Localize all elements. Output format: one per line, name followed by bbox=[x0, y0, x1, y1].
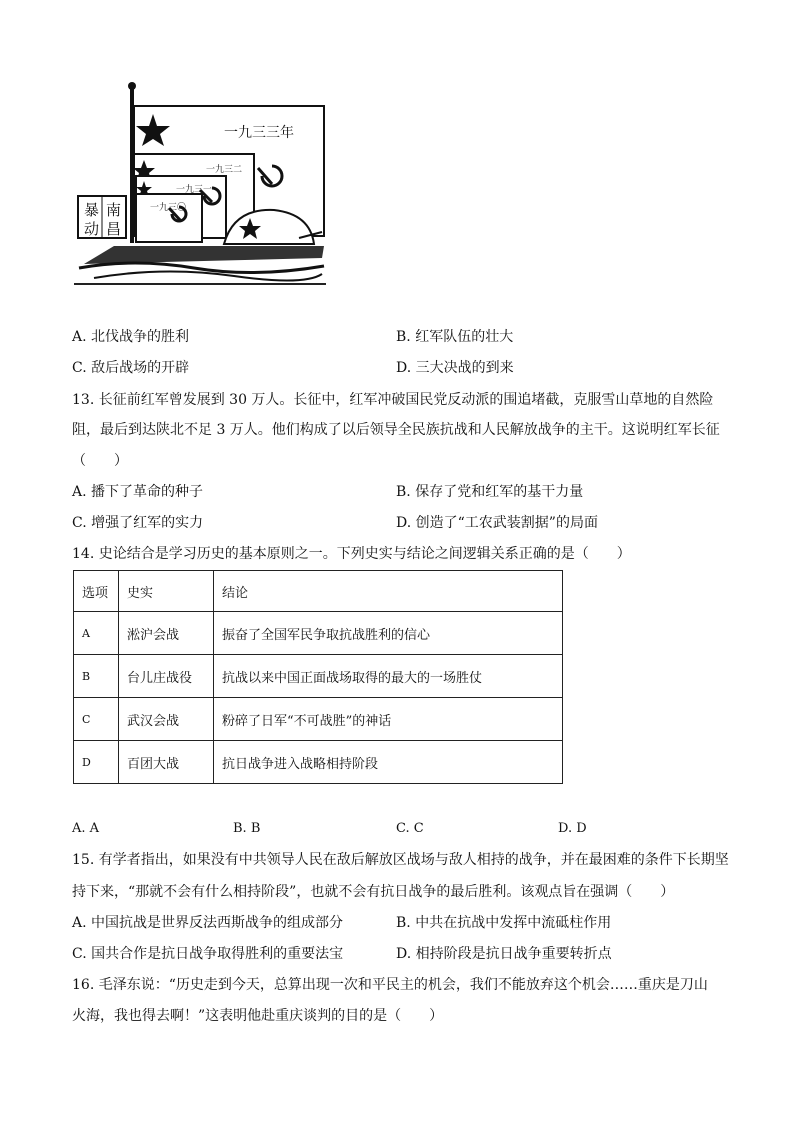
q12-option-b[interactable]: B. 红军队伍的壮大 bbox=[396, 329, 514, 345]
red-army-flags-illustration bbox=[74, 68, 326, 286]
table-cell-conclusion: 振奋了全国军民争取抗战胜利的信心 bbox=[214, 612, 563, 655]
q14-stem: 14. 史论结合是学习历史的基本原则之一。下列史实与结论之间逻辑关系正确的是（ ） bbox=[72, 546, 631, 562]
label-bao: 暴 bbox=[84, 201, 100, 219]
q12-option-c[interactable]: C. 敌后战场的开辟 bbox=[72, 360, 190, 376]
q13-option-d[interactable]: D. 创造了“工农武装割据”的局面 bbox=[396, 515, 598, 531]
q12-option-d[interactable]: D. 三大决战的到来 bbox=[396, 360, 514, 376]
table-cell-conclusion: 粉碎了日军“不可战胜”的神话 bbox=[214, 698, 563, 741]
q14-option-b[interactable]: B. B bbox=[233, 821, 261, 836]
q13-option-b[interactable]: B. 保存了党和红军的基干力量 bbox=[396, 484, 584, 500]
label-dong: 动 bbox=[84, 220, 100, 238]
q13-option-c[interactable]: C. 增强了红军的实力 bbox=[72, 515, 204, 531]
q13-stem-line-1: 13. 长征前红军曾发展到 30 万人。长征中，红军冲破国民党反动派的围追堵截，克服雪山草地的自然险 bbox=[72, 392, 714, 408]
q13-stem-line-2: 阻，最后到达陕北不足 3 万人。他们构成了以后领导全民族抗战和人民解放战争的主干。这说明红军长征 bbox=[72, 422, 720, 438]
table-cell-option: B bbox=[74, 655, 119, 698]
q14-option-a[interactable]: A. A bbox=[72, 821, 100, 836]
label-nan: 南 bbox=[106, 201, 122, 219]
table-cell-option: A bbox=[74, 612, 119, 655]
table-row bbox=[74, 698, 563, 741]
table-row bbox=[74, 655, 563, 698]
table-cell-option: D bbox=[74, 741, 119, 784]
table-header-option: 选项 bbox=[74, 571, 119, 612]
q16-stem-line-1: 16. 毛泽东说：“历史走到今天，总算出现一次和平民主的机会，我们不能放弃这个机会……重庆是刀山 bbox=[72, 977, 708, 993]
q14-option-c[interactable]: C. C bbox=[396, 821, 424, 836]
table-header-row bbox=[74, 571, 563, 612]
q14-table bbox=[73, 570, 563, 784]
q15-option-d[interactable]: D. 相持阶段是抗日战争重要转折点 bbox=[396, 946, 612, 962]
table-cell-option: C bbox=[74, 698, 119, 741]
q13-answer-blank: （ ） bbox=[72, 453, 128, 469]
table-cell-fact: 台儿庄战役 bbox=[119, 655, 214, 698]
table-cell-fact: 武汉会战 bbox=[119, 698, 214, 741]
table-row bbox=[74, 612, 563, 655]
q15-option-b[interactable]: B. 中共在抗战中发挥中流砥柱作用 bbox=[396, 915, 612, 931]
q15-option-c[interactable]: C. 国共合作是抗日战争取得胜利的重要法宝 bbox=[72, 946, 344, 962]
q12-option-a[interactable]: A. 北伐战争的胜利 bbox=[72, 329, 190, 345]
year-1931-label: 一九三一 bbox=[176, 185, 213, 195]
q14-option-d[interactable]: D. D bbox=[558, 821, 587, 836]
table-header-conclusion: 结论 bbox=[214, 571, 563, 612]
q16-stem-line-2: 火海，我也得去啊！”这表明他赴重庆谈判的目的是（ ） bbox=[72, 1008, 444, 1024]
table-cell-conclusion: 抗日战争进入战略相持阶段 bbox=[214, 741, 563, 784]
table-header-fact: 史实 bbox=[119, 571, 214, 612]
year-1933-label: 一九三三年 bbox=[224, 125, 294, 141]
q15-stem-line-2: 持下来，“那就不会有什么相持阶段”，也就不会有抗日战争的最后胜利。该观点旨在强调（ ） bbox=[72, 884, 675, 900]
year-1930-label: 一九三〇 bbox=[150, 203, 187, 213]
q15-option-a[interactable]: A. 中国抗战是世界反法西斯战争的组成部分 bbox=[72, 915, 344, 931]
q13-option-a[interactable]: A. 播下了革命的种子 bbox=[72, 484, 204, 500]
table-cell-fact: 淞沪会战 bbox=[119, 612, 214, 655]
q15-stem-line-1: 15. 有学者指出，如果没有中共领导人民在敌后解放区战场与敌人相持的战争，并在最困难的条件下长期坚 bbox=[72, 852, 729, 868]
table-cell-fact: 百团大战 bbox=[119, 741, 214, 784]
year-1932-label: 一九三二 bbox=[206, 165, 243, 175]
label-chang: 昌 bbox=[106, 220, 122, 238]
table-row bbox=[74, 741, 563, 784]
table-cell-conclusion: 抗战以来中国正面战场取得的最大的一场胜仗 bbox=[214, 655, 563, 698]
